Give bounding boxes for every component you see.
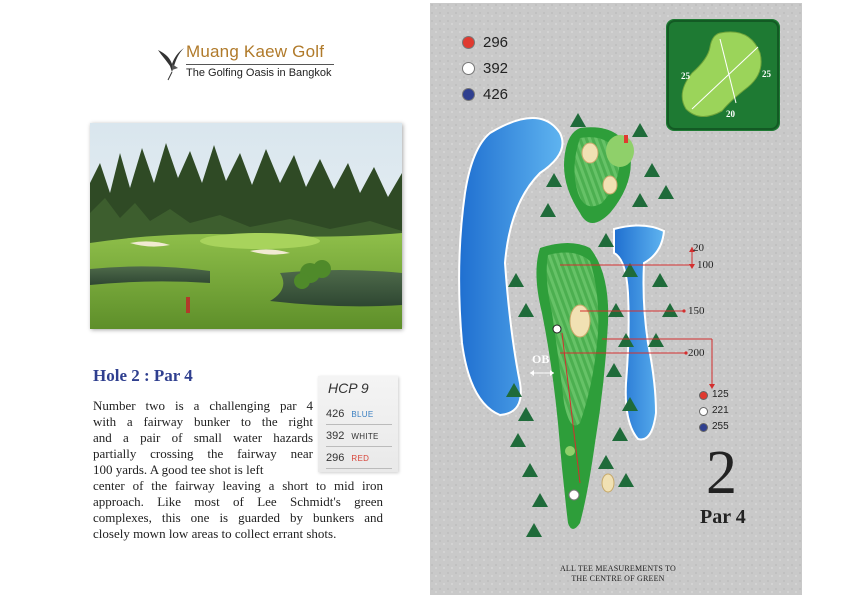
brand-tagline: The Golfing Oasis in Bangkok (186, 67, 332, 79)
red-layup-yards: 125 (712, 389, 729, 400)
red-tee-yards: 296 (483, 34, 509, 51)
handicap-card (318, 376, 398, 472)
description-line: partially crossing the fairway near (93, 446, 313, 461)
description-line: approach. Like most of Lee Schmidt's green (93, 494, 383, 509)
description-line: closely mown low areas to collect errant shots. (93, 526, 337, 541)
description-line: Number two is a challenging par 4 (93, 398, 313, 413)
hole-photo (90, 123, 402, 329)
green-width-label: 25 (762, 69, 771, 79)
tee-yards: 296 (326, 452, 345, 464)
brand-divider (186, 64, 334, 65)
footnote-line: ALL TEE MEASUREMENTS TO (559, 564, 677, 573)
brand-logo (156, 40, 356, 84)
tee-yards: 392 (326, 430, 345, 442)
green-depth-label: 20 (726, 109, 735, 119)
distance-marker: 200 (688, 347, 705, 359)
par-label: Par 4 (700, 506, 746, 528)
white-tee-yards: 392 (483, 60, 509, 77)
hole-title: Hole 2 : Par 4 (93, 366, 193, 385)
green-depth-label: 25 (681, 71, 690, 81)
footnote-line: THE CENTRE OF GREEN (571, 574, 665, 583)
blue-tee-yards: 426 (483, 86, 509, 103)
red-tee-dot (462, 36, 475, 49)
measurement-footnote (556, 564, 680, 584)
white-layup-yards: 221 (712, 405, 729, 416)
handicap-title: HCP 9 (328, 380, 369, 396)
tee-label: WHITE (351, 432, 379, 441)
white-layup-dot (699, 407, 708, 416)
blue-tee-dot (462, 88, 475, 101)
distance-marker: 20 (693, 242, 704, 254)
tee-yardage-row (326, 426, 392, 447)
tee-yards: 426 (326, 408, 345, 420)
description-line: and a pair of small water hazards (93, 430, 313, 445)
tee-label: RED (351, 454, 370, 463)
distance-marker: 150 (688, 305, 705, 317)
red-layup-dot (699, 391, 708, 400)
course-photo-illustration (90, 123, 402, 329)
bird-logo-icon (156, 42, 186, 82)
blue-layup-yards: 255 (712, 421, 729, 432)
description-line: with a fairway bunker to the right (93, 414, 313, 429)
tee-yardage-row (326, 448, 392, 469)
brand-name: Muang Kaew Golf (186, 42, 325, 61)
description-line: complexes, this one is guarded by bunkers and (93, 510, 383, 525)
tee-label: BLUE (351, 410, 374, 419)
distance-marker: 100 (697, 259, 714, 271)
white-tee-dot (462, 62, 475, 75)
hole-number: 2 (706, 439, 737, 507)
description-line: 100 yards. A good tee shot is left (93, 462, 264, 477)
out-of-bounds-label: OB (532, 352, 550, 366)
blue-layup-dot (699, 423, 708, 432)
tee-yardage-row (326, 404, 392, 425)
description-line: center of the fairway leaving a short to mid iron (93, 478, 383, 493)
